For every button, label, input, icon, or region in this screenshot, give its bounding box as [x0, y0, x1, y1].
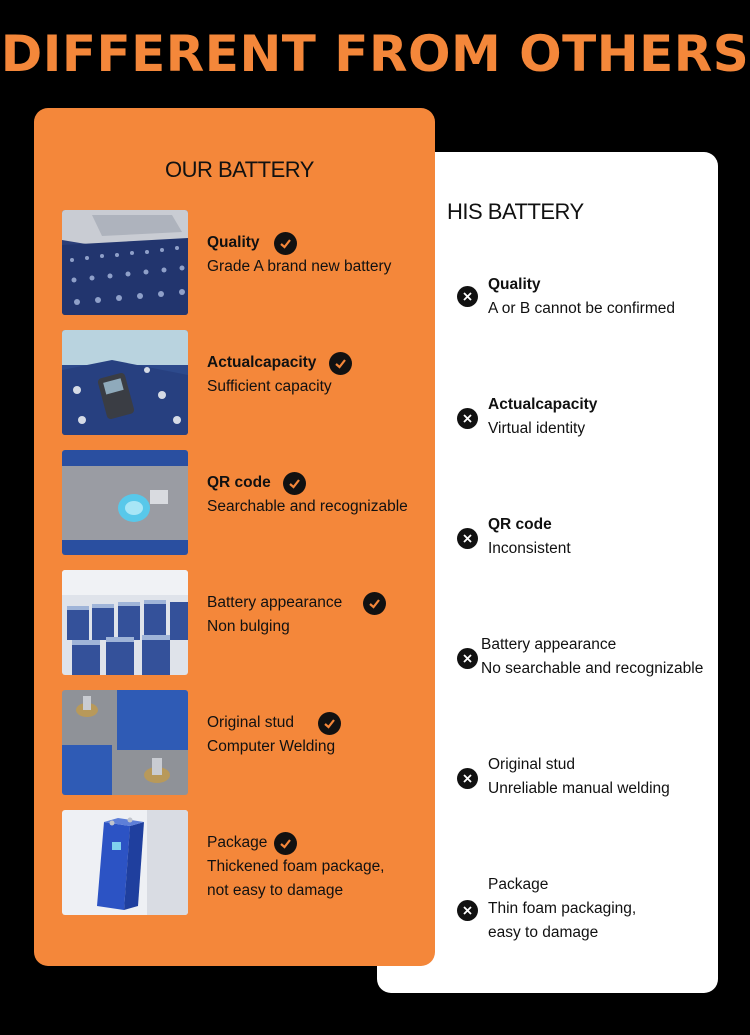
- our-item-title: Battery appearance: [207, 594, 343, 611]
- his-item-desc: No searchable and recognizable: [481, 660, 704, 677]
- our-item-qr-code: [207, 471, 408, 519]
- his-item-title: Package: [488, 876, 549, 893]
- his-item-battery-appearance: [481, 633, 703, 681]
- check-circle-icon: [318, 712, 341, 735]
- our-item-original-stud: [207, 711, 335, 759]
- x-circle-icon: [457, 286, 478, 307]
- foam-package-photo: [62, 810, 188, 915]
- stud-terminal-photo: [62, 690, 188, 795]
- x-circle-icon: [457, 900, 478, 921]
- capacity-tester-photo: [62, 330, 188, 435]
- his-item-title: QR code: [488, 516, 552, 533]
- our-item-quality: [207, 231, 391, 279]
- his-battery-title: HIS BATTERY: [447, 199, 584, 224]
- his-item-title: Battery appearance: [481, 636, 617, 653]
- his-item-title: Actualcapacity: [488, 396, 598, 413]
- his-item-package: [488, 873, 636, 945]
- our-item-desc: Grade A brand new battery: [207, 258, 392, 275]
- x-circle-icon: [457, 648, 478, 669]
- our-item-desc: Searchable and recognizable: [207, 498, 408, 515]
- x-circle-icon: [457, 408, 478, 429]
- our-item-title: Quality: [207, 234, 260, 251]
- our-item-desc: not easy to damage: [207, 882, 344, 899]
- page-headline: DIFFERENT FROM OTHERS: [0, 25, 750, 83]
- our-item-actualcapacity: [207, 351, 332, 399]
- check-circle-icon: [274, 832, 297, 855]
- battery-rows-photo: [62, 210, 188, 315]
- check-circle-icon: [274, 232, 297, 255]
- check-circle-icon: [329, 352, 352, 375]
- his-item-desc: Thin foam packaging,: [488, 900, 637, 917]
- our-item-desc: Non bulging: [207, 618, 290, 635]
- his-item-desc: easy to damage: [488, 924, 599, 941]
- our-item-desc: Thickened foam package,: [207, 858, 385, 875]
- our-item-battery-appearance: [207, 591, 342, 639]
- our-item-title: Actualcapacity: [207, 354, 317, 371]
- his-item-qr-code: [488, 513, 571, 561]
- his-item-quality: [488, 273, 675, 321]
- his-item-actualcapacity: [488, 393, 597, 441]
- his-item-title: Original stud: [488, 756, 576, 773]
- x-circle-icon: [457, 768, 478, 789]
- x-circle-icon: [457, 528, 478, 549]
- our-item-desc: Computer Welding: [207, 738, 336, 755]
- battery-warehouse-photo: [62, 570, 188, 675]
- our-item-title: Package: [207, 834, 268, 851]
- check-circle-icon: [283, 472, 306, 495]
- his-item-desc: A or B cannot be confirmed: [488, 300, 675, 317]
- his-item-desc: Inconsistent: [488, 540, 571, 557]
- our-battery-title: OUR BATTERY: [165, 157, 314, 182]
- our-item-title: Original stud: [207, 714, 295, 731]
- his-item-desc: Virtual identity: [488, 420, 586, 437]
- check-circle-icon: [363, 592, 386, 615]
- qr-code-closeup-photo: [62, 450, 188, 555]
- his-item-desc: Unreliable manual welding: [488, 780, 670, 797]
- our-item-desc: Sufficient capacity: [207, 378, 332, 395]
- his-item-title: Quality: [488, 276, 541, 293]
- our-item-title: QR code: [207, 474, 271, 491]
- his-item-original-stud: [488, 753, 670, 801]
